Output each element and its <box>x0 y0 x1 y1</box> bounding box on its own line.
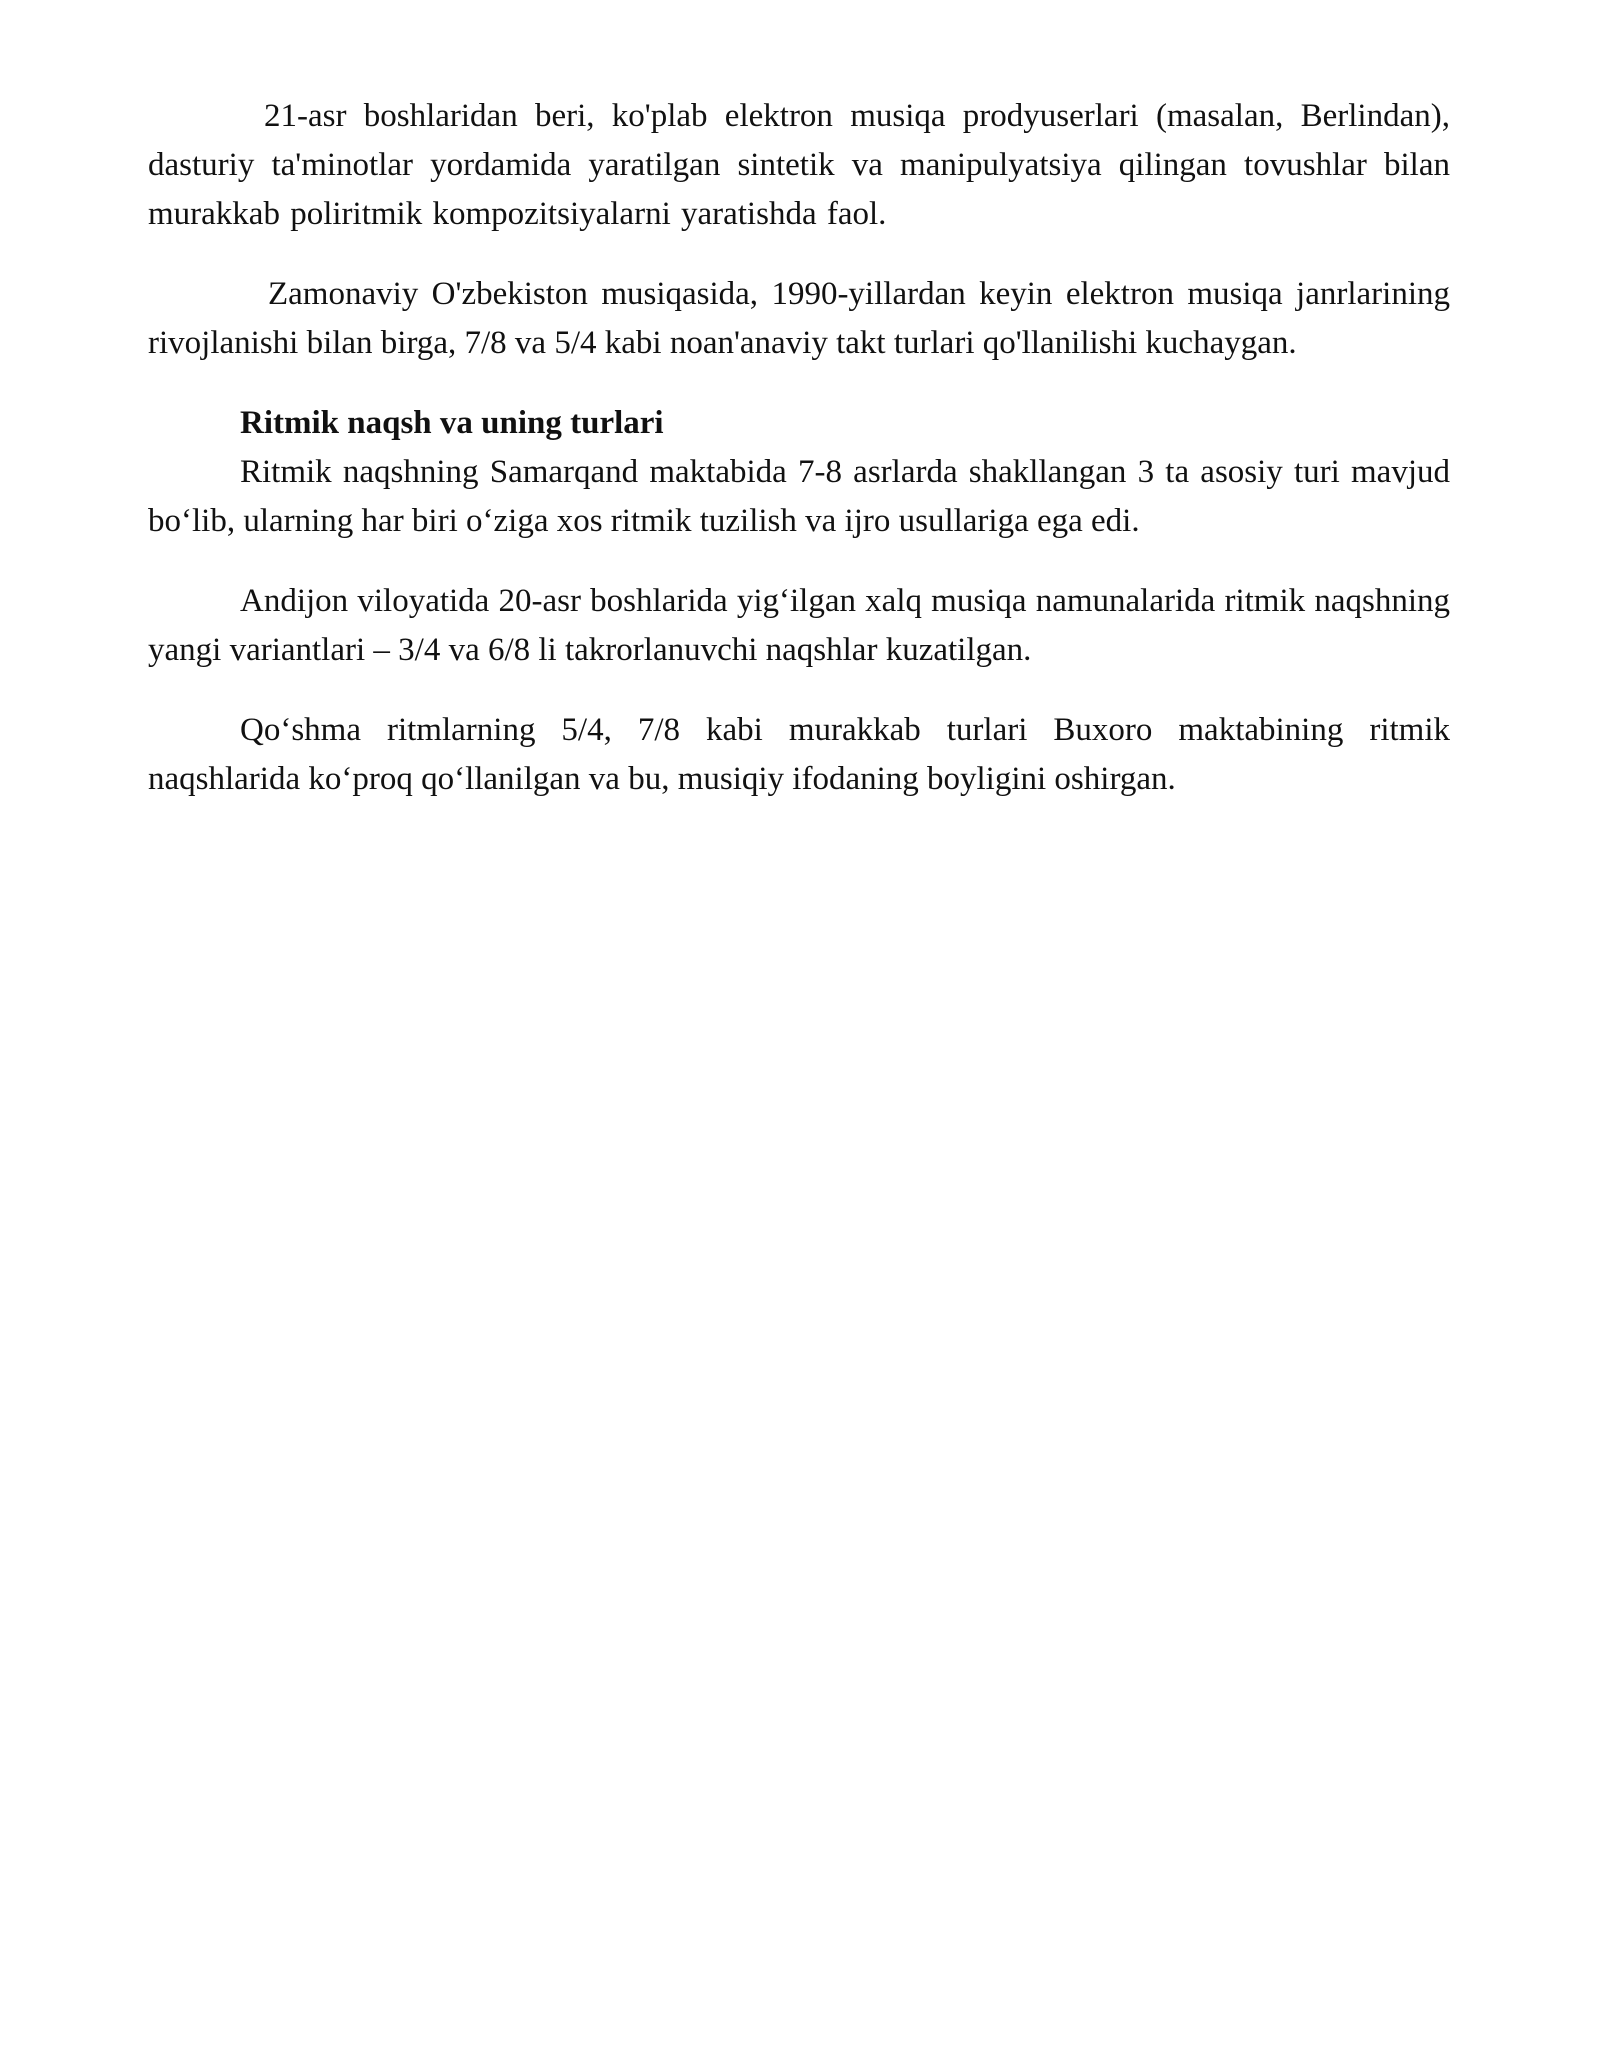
paragraph-buxoro-school: Qo‘shma ritmlarning 5/4, 7/8 kabi murakkab turlari Buxoro maktabining ritmik naqshlarida ko‘proq qo‘llanilgan va bu, musiqiy ifodaning boyligini oshirgan. <box>148 712 1450 797</box>
section-heading: Ritmik naqsh va uning turlari <box>240 405 664 441</box>
paragraph-andijon-region: Andijon viloyatida 20-asr boshlarida yig‘ilgan xalq musiqa namunalarida ritmik naqshning yangi variantlari – 3/4 va 6/8 li takrorlanuvchi naqshlar kuzatilgan. <box>148 583 1450 668</box>
paragraph-electronic-producers: 21-asr boshlaridan beri, ko'plab elektron musiqa prodyuserlari (masalan, Berlindan), dasturiy ta'minotlar yordamida yaratilgan sintetik va manipulyatsiya qilingan tovushlar bilan murakkab poliritmik kompozitsiyalarni yaratishda faol. <box>148 98 1450 232</box>
paragraph-uzbek-music: Zamonaviy O'zbekiston musiqasida, 1990-yillardan keyin elektron musiqa janrlarining rivojlanishi bilan birga, 7/8 va 5/4 kabi noan'anaviy takt turlari qo'llanilishi kuchaygan. <box>148 276 1450 361</box>
paragraph-samarqand-school: Ritmik naqshning Samarqand maktabida 7-8 asrlarda shakllangan 3 ta asosiy turi mavjud bo‘lib, ularning har biri o‘ziga xos ritmik tuzilish va ijro usullariga ega edi. <box>148 454 1450 539</box>
document-body <box>148 92 1450 804</box>
